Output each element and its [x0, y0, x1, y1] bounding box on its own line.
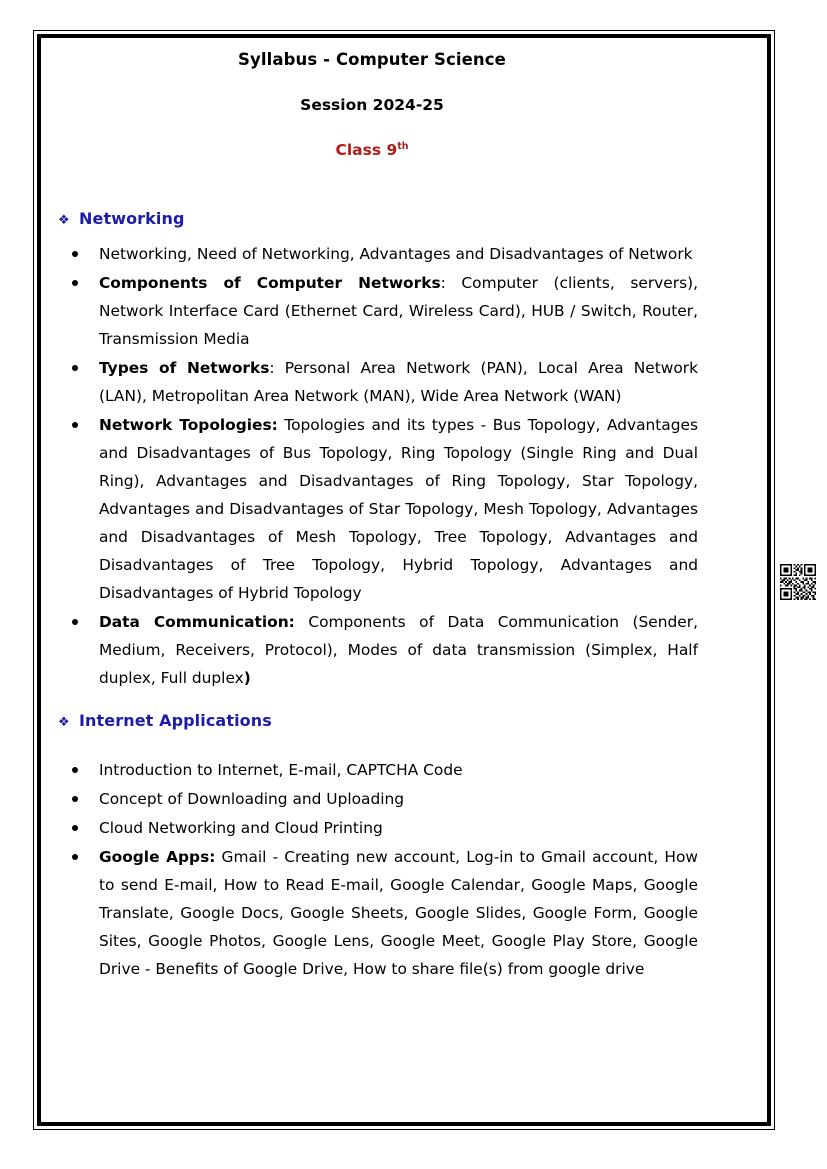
list-item-text: Components of Data Communication (Sender, Medium, Receivers, Protocol), Modes of data transmission (Simplex, Half duplex, Full duplex: [99, 613, 698, 688]
section-heading-label: Networking: [79, 209, 185, 228]
session-subtitle: Session 2024-25: [300, 96, 444, 114]
diamond-bullet-icon: ❖: [58, 714, 70, 730]
list-item-lead-label: Types of Networks: [99, 359, 270, 378]
section-heading-label: Internet Applications: [79, 710, 272, 730]
section-heading-networking: [46, 209, 698, 228]
list-item-lead-label: Network Topologies:: [99, 416, 278, 435]
list-item: [46, 843, 698, 983]
list-item: [46, 240, 698, 268]
diamond-bullet-icon: ❖: [58, 213, 70, 228]
list-item-text: Cloud Networking and Cloud Printing: [99, 818, 383, 837]
list-item-text: Networking, Need of Networking, Advantages and Disadvantages of Network: [99, 245, 693, 263]
list-item-text: Introduction to Internet, E-mail, CAPTCHA Code: [99, 760, 463, 779]
qr-code-icon: [780, 563, 816, 601]
bullet-list-internet-applications: [46, 756, 698, 983]
list-item-text: : Personal Area Network (PAN), Local Area Network (LAN), Metropolitan Area Network (MAN), Wide Area Network (WAN): [99, 359, 698, 406]
list-item-text: Gmail - Creating new account, Log-in to Gmail account, How to send E-mail, How to Read E-mail, Google Calendar, Google Maps, Google Translate, Google Docs, Google Sheets, Google Slides, Google Form, Google Sites, Google Photos, Google Lens, Google Meet, Google Play Store, Google Drive - Benefits of Google Drive, How to share file(s) from google drive: [99, 847, 698, 978]
list-item-lead-label: Components of Computer Networks: [99, 274, 441, 293]
section-heading-internet-applications: [46, 711, 698, 730]
list-item: [46, 354, 698, 410]
document-content: [46, 50, 698, 1001]
list-item-lead-label: Data Communication:: [99, 613, 295, 632]
class-text: Class 9: [335, 141, 398, 159]
bullet-list-networking: [46, 240, 698, 693]
list-item-trailing-bold: ): [243, 669, 251, 688]
list-item: [46, 269, 698, 353]
list-item: [46, 814, 698, 842]
syllabus-sections: [46, 209, 698, 983]
list-item: [46, 608, 698, 692]
list-item-text: Concept of Downloading and Uploading: [99, 789, 405, 808]
page-title: Syllabus - Computer Science: [238, 50, 506, 69]
list-item-text: : Computer (clients, servers), Network Interface Card (Ethernet Card, Wireless Card), HUB / Switch, Router, Transmission Media: [99, 274, 698, 349]
class-label: [46, 141, 698, 159]
list-item-text: Topologies and its types - Bus Topology, Advantages and Disadvantages of Bus Topology, Ring Topology (Single Ring and Dual Ring), Advantages and Disadvantages of Ring Topology, Star Topology, Advantages and Disadvantages of Star Topology, Mesh Topology, Advantages and Disadvantages of Mesh Topology, Tree Topology, Advantages and Disadvantages of Tree Topology, Hybrid Topology, Advantages and Disadvantages of Hybrid Topology: [99, 416, 698, 603]
list-item: [46, 785, 698, 813]
class-ordinal-suffix: th: [397, 140, 409, 152]
list-item-lead-label: Google Apps:: [99, 847, 216, 866]
list-item: [46, 411, 698, 607]
list-item: [46, 756, 698, 784]
